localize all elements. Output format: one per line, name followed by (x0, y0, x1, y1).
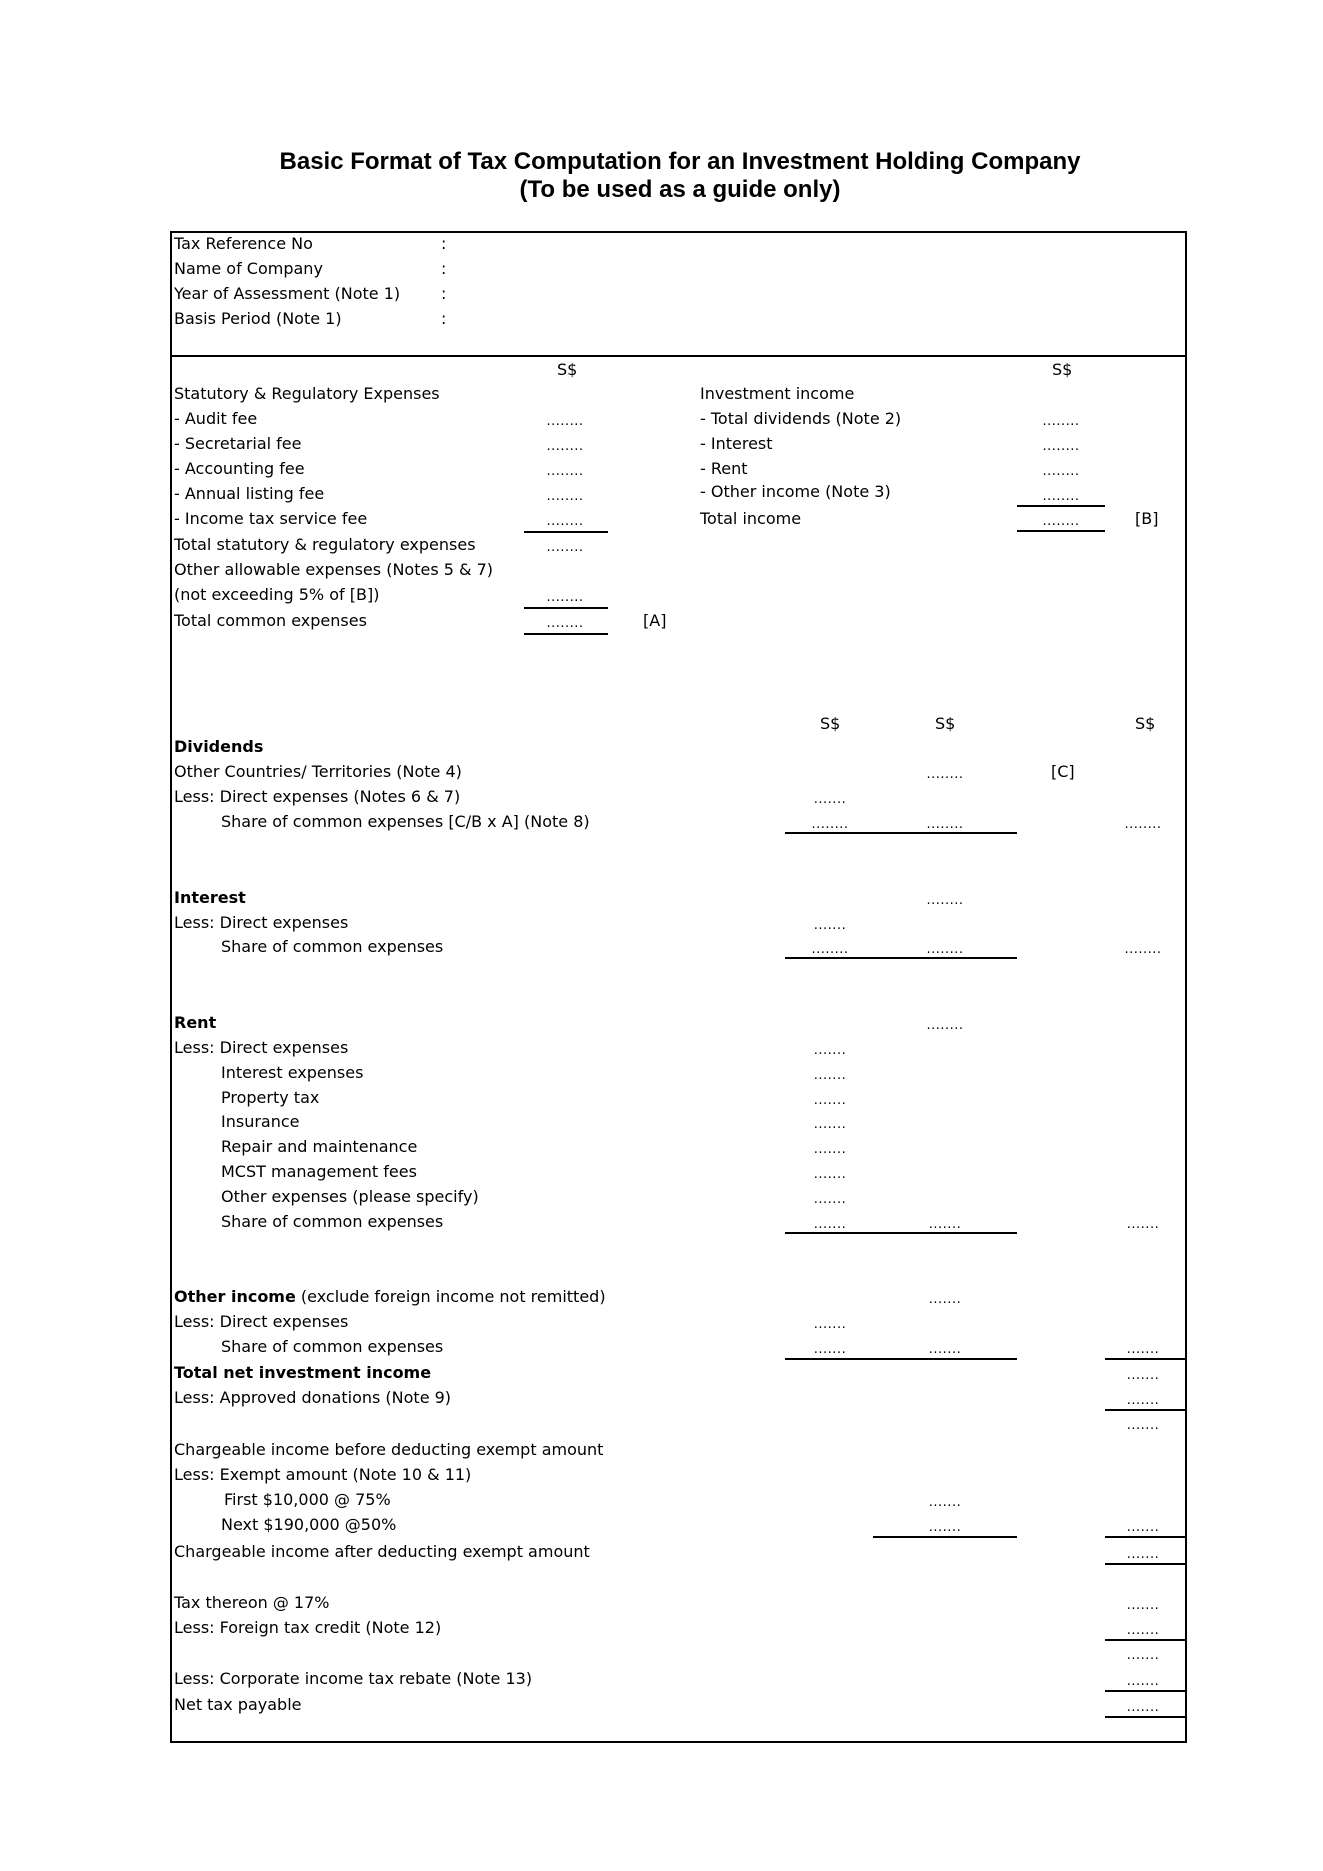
dividends-direct-expenses-label: Less: Direct expenses (Notes 6 & 7) (174, 787, 461, 806)
amount-placeholder: ....... (1126, 1547, 1160, 1562)
amount-placeholder: ....... (928, 1217, 962, 1232)
amount-placeholder: ....... (813, 1117, 847, 1132)
underline (1105, 1690, 1187, 1692)
underline (1017, 530, 1105, 532)
amount-placeholder: ....... (813, 1342, 847, 1357)
amount-placeholder: ........ (1042, 439, 1080, 454)
company-name-label: Name of Company (174, 259, 323, 278)
underline (524, 531, 608, 533)
amount-placeholder: ....... (1126, 1520, 1160, 1535)
underline (1017, 505, 1105, 507)
interest-heading: Interest (174, 888, 246, 907)
amount-placeholder: ........ (546, 590, 584, 605)
amount-placeholder: ....... (813, 1043, 847, 1058)
other-income-share-common-label: Share of common expenses (221, 1337, 444, 1356)
year-of-assessment-label: Year of Assessment (Note 1) (174, 284, 401, 303)
rent-income-label: - Rent (700, 459, 748, 478)
foreign-tax-credit-label: Less: Foreign tax credit (Note 12) (174, 1618, 442, 1637)
annual-listing-fee-label: - Annual listing fee (174, 484, 325, 503)
tax-reference-label: Tax Reference No (174, 234, 313, 253)
ref-a: [A] (643, 611, 667, 630)
amount-placeholder: ....... (813, 918, 847, 933)
amount-placeholder: ........ (926, 942, 964, 957)
total-dividends-label: - Total dividends (Note 2) (700, 409, 902, 428)
amount-placeholder: ........ (546, 464, 584, 479)
amount-placeholder: ....... (1126, 1217, 1160, 1232)
amount-placeholder: ....... (1126, 1418, 1160, 1433)
amount-placeholder: ....... (928, 1292, 962, 1307)
amount-placeholder: ........ (1042, 464, 1080, 479)
amount-placeholder: ....... (813, 1192, 847, 1207)
interest-income-label: - Interest (700, 434, 773, 453)
insurance-label: Insurance (221, 1112, 300, 1131)
currency-header: S$ (820, 714, 841, 733)
ref-c: [C] (1051, 762, 1075, 781)
statutory-expenses-heading: Statutory & Regulatory Expenses (174, 384, 440, 403)
basis-period-label: Basis Period (Note 1) (174, 309, 342, 328)
underline (1105, 1563, 1187, 1565)
underline (1105, 1409, 1187, 1411)
underline (785, 957, 1017, 959)
amount-placeholder: ........ (811, 817, 849, 832)
tax-thereon-label: Tax thereon @ 17% (174, 1593, 330, 1612)
first-10000-label: First $10,000 @ 75% (224, 1490, 391, 1509)
underline (1105, 1639, 1187, 1641)
audit-fee-label: - Audit fee (174, 409, 258, 428)
colon: : (441, 309, 447, 328)
investment-income-heading: Investment income (700, 384, 855, 403)
other-countries-label: Other Countries/ Territories (Note 4) (174, 762, 462, 781)
tax-rebate-label: Less: Corporate income tax rebate (Note 13) (174, 1669, 533, 1688)
currency-header: S$ (557, 360, 578, 379)
amount-placeholder: ....... (1126, 1368, 1160, 1383)
underline (873, 1536, 1017, 1538)
other-income-note: (exclude foreign income not remitted) (295, 1287, 606, 1306)
amount-placeholder: ........ (1042, 489, 1080, 504)
header-divider (170, 355, 1187, 357)
not-exceeding-label: (not exceeding 5% of [B]) (174, 585, 380, 604)
amount-placeholder: ....... (813, 1167, 847, 1182)
amount-placeholder: ........ (926, 817, 964, 832)
underline (1105, 1716, 1187, 1718)
dividends-heading: Dividends (174, 737, 264, 756)
amount-placeholder: ........ (811, 942, 849, 957)
other-income-label: - Other income (Note 3) (700, 482, 891, 501)
mcst-fees-label: MCST management fees (221, 1162, 417, 1181)
repair-maintenance-label: Repair and maintenance (221, 1137, 418, 1156)
exempt-amount-label: Less: Exempt amount (Note 10 & 11) (174, 1465, 472, 1484)
amount-placeholder: ....... (813, 1317, 847, 1332)
underline (785, 832, 1017, 834)
colon: : (441, 284, 447, 303)
other-income-direct-expenses-label: Less: Direct expenses (174, 1312, 349, 1331)
accounting-fee-label: - Accounting fee (174, 459, 305, 478)
currency-header: S$ (935, 714, 956, 733)
amount-placeholder: ....... (1126, 1623, 1160, 1638)
amount-placeholder: ........ (546, 489, 584, 504)
amount-placeholder: ........ (1042, 514, 1080, 529)
income-tax-service-fee-label: - Income tax service fee (174, 509, 368, 528)
amount-placeholder: ........ (926, 767, 964, 782)
approved-donations-label: Less: Approved donations (Note 9) (174, 1388, 452, 1407)
rent-share-common-label: Share of common expenses (221, 1212, 444, 1231)
amount-placeholder: ....... (928, 1342, 962, 1357)
amount-placeholder: ....... (1126, 1648, 1160, 1663)
net-tax-payable-label: Net tax payable (174, 1695, 302, 1714)
currency-header: S$ (1052, 360, 1073, 379)
amount-placeholder: ....... (1126, 1598, 1160, 1613)
currency-header: S$ (1135, 714, 1156, 733)
amount-placeholder: ....... (928, 1520, 962, 1535)
underline (1105, 1536, 1187, 1538)
amount-placeholder: ....... (813, 1093, 847, 1108)
interest-direct-expenses-label: Less: Direct expenses (174, 913, 349, 932)
colon: : (441, 259, 447, 278)
underline (785, 1358, 1017, 1360)
other-income-heading (174, 1287, 606, 1307)
amount-placeholder: ....... (1126, 1674, 1160, 1689)
amount-placeholder: ........ (1124, 817, 1162, 832)
other-income-heading-bold: Other income (174, 1287, 296, 1306)
secretarial-fee-label: - Secretarial fee (174, 434, 302, 453)
total-net-investment-income-label: Total net investment income (174, 1363, 432, 1382)
total-statutory-label: Total statutory & regulatory expenses (174, 535, 476, 554)
amount-placeholder: ....... (813, 792, 847, 807)
chargeable-before-label: Chargeable income before deducting exempt amount (174, 1440, 604, 1459)
amount-placeholder: ........ (546, 514, 584, 529)
underline (524, 607, 608, 609)
amount-placeholder: ....... (1126, 1700, 1160, 1715)
amount-placeholder: ........ (546, 414, 584, 429)
document-title: Basic Format of Tax Computation for an Investment Holding Company (279, 148, 1081, 175)
underline (785, 1232, 1017, 1234)
amount-placeholder: ........ (546, 616, 584, 631)
amount-placeholder: ....... (1126, 1393, 1160, 1408)
document-subtitle: (To be used as a guide only) (519, 176, 841, 203)
amount-placeholder: ........ (1042, 414, 1080, 429)
interest-expenses-label: Interest expenses (221, 1063, 364, 1082)
amount-placeholder: ........ (926, 893, 964, 908)
amount-placeholder: ....... (813, 1068, 847, 1083)
interest-share-common-label: Share of common expenses (221, 937, 444, 956)
next-190000-label: Next $190,000 @50% (221, 1515, 397, 1534)
amount-placeholder: ........ (926, 1018, 964, 1033)
underline (524, 633, 608, 635)
other-expenses-label: Other expenses (please specify) (221, 1187, 479, 1206)
ref-b: [B] (1135, 509, 1159, 528)
amount-placeholder: ........ (546, 540, 584, 555)
amount-placeholder: ....... (928, 1495, 962, 1510)
total-common-expenses-label: Total common expenses (174, 611, 367, 630)
rent-heading: Rent (174, 1013, 217, 1032)
total-income-label: Total income (700, 509, 802, 528)
rent-direct-expenses-label: Less: Direct expenses (174, 1038, 349, 1057)
amount-placeholder: ........ (1124, 942, 1162, 957)
amount-placeholder: ....... (813, 1142, 847, 1157)
amount-placeholder: ........ (546, 439, 584, 454)
amount-placeholder: ....... (1126, 1342, 1160, 1357)
colon: : (441, 234, 447, 253)
property-tax-label: Property tax (221, 1088, 320, 1107)
other-allowable-label: Other allowable expenses (Notes 5 & 7) (174, 560, 493, 579)
dividends-share-common-label: Share of common expenses [C/B x A] (Note 8) (221, 812, 590, 831)
underline (1105, 1358, 1187, 1360)
amount-placeholder: ....... (813, 1217, 847, 1232)
chargeable-after-label: Chargeable income after deducting exempt amount (174, 1542, 590, 1561)
